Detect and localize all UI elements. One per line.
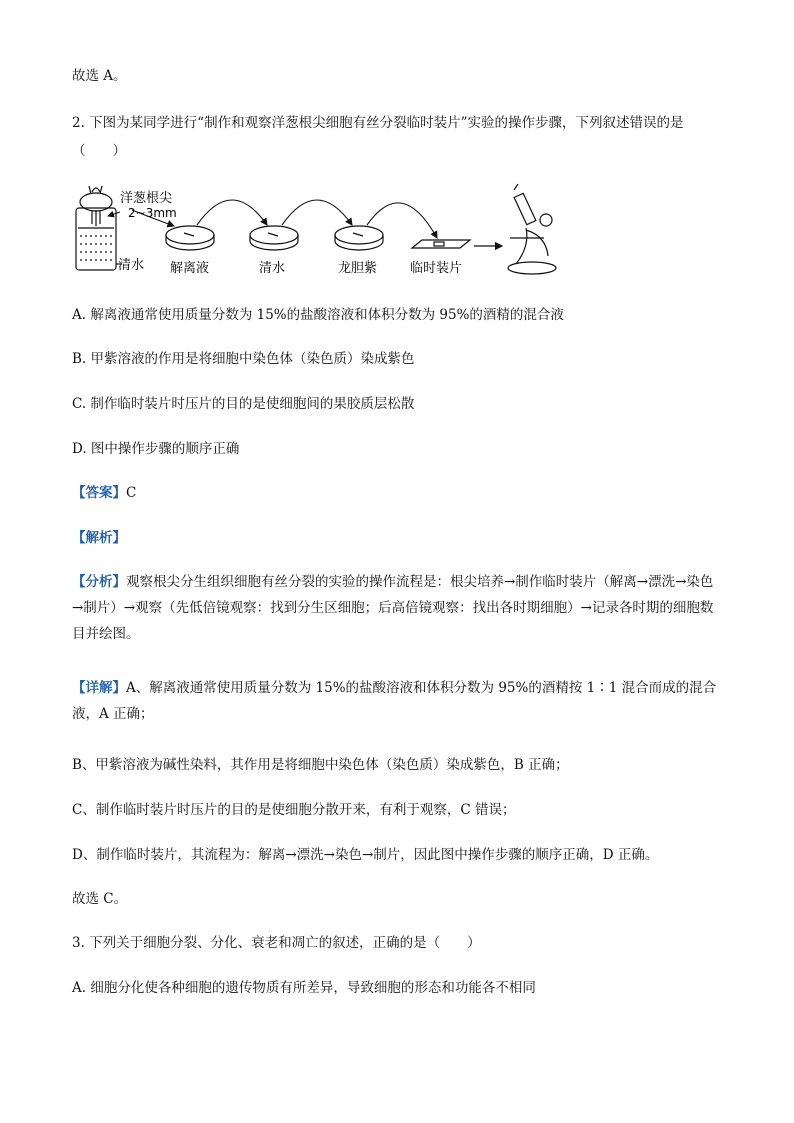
xiangjie-b: B、甲紫溶液为碱性染料，其作用是将细胞中染色体（染色质）染成紫色，B 正确；	[72, 757, 569, 773]
question-3-stem: 3. 下列关于细胞分裂、分化、衰老和凋亡的叙述，正确的是（ ）	[72, 935, 481, 951]
xiangjie-tag: 【详解】	[72, 680, 126, 696]
option-a: A. 解离液通常使用质量分数为 15%的盐酸溶液和体积分数为 95%的酒精的混合液	[72, 307, 564, 323]
dish-stain	[335, 226, 383, 250]
dish-label-2: 清水	[259, 261, 286, 276]
fenxi-text: 观察根尖分生组织细胞有丝分裂的实验的操作流程是：根尖培养→制作临时装片（解离→漂洗→染色→制片）→观察（先低倍镜观察：找到分生区细胞；后高倍镜观察：找出各时期细胞）→记录各时期的细胞数目并绘图。	[72, 574, 714, 642]
dish-rinse	[250, 226, 298, 250]
fenxi-paragraph	[72, 569, 722, 647]
dish-dissociation	[166, 226, 214, 250]
length-label: 2~3mm	[128, 206, 177, 220]
previous-answer: 故选 A。	[72, 68, 127, 84]
analysis-heading	[72, 528, 126, 548]
microscope-icon	[508, 184, 556, 274]
fenxi-tag: 【分析】	[72, 574, 126, 590]
option-c: C. 制作临时装片时压片的目的是使细胞间的果胶质层松散	[72, 396, 415, 412]
xiangjie-d: D、制作临时装片，其流程为：解离→漂洗→染色→制片，因此图中操作步骤的顺序正确，D 正确。	[72, 847, 659, 863]
option-d: D. 图中操作步骤的顺序正确	[72, 441, 240, 457]
experiment-figure	[72, 180, 572, 284]
xiangjie-c: C、制作临时装片时压片的目的是使细胞分散开来，有利于观察，C 错误；	[72, 802, 516, 818]
answer-line	[72, 483, 136, 503]
dish-label-1: 解离液	[170, 261, 210, 276]
experiment-diagram	[72, 180, 572, 280]
jar-water-label: 清水	[118, 258, 145, 273]
temporary-slide	[412, 240, 470, 248]
answer-value: C	[126, 485, 137, 501]
root-tip-label: 洋葱根尖	[120, 191, 173, 206]
xiangjie-paragraph	[72, 675, 722, 727]
xiangjie-a-text: A、解离液通常使用质量分数为 15%的盐酸溶液和体积分数为 95%的酒精按 1∶1 混合而成的混合液，A 正确；	[72, 680, 717, 722]
option-b: B. 甲紫溶液的作用是将细胞中染色体（染色质）染成紫色	[72, 351, 415, 367]
question-2-blank: （ ）	[72, 143, 126, 159]
question-2-stem: 2. 下图为某同学进行“制作和观察洋葱根尖细胞有丝分裂临时装片”实验的操作步骤，下列叙述错误的是	[72, 115, 684, 131]
dish-label-3: 龙胆紫	[338, 261, 378, 276]
answer-tag: 【答案】	[72, 485, 126, 501]
slide-label: 临时装片	[410, 261, 463, 276]
question-3-option-a: A. 细胞分化使各种细胞的遗传物质有所差异，导致细胞的形态和功能各不相同	[72, 980, 536, 996]
question-2-final-answer: 故选 C。	[72, 891, 128, 907]
onion-jar	[76, 186, 122, 270]
analysis-tag: 【解析】	[72, 530, 126, 546]
